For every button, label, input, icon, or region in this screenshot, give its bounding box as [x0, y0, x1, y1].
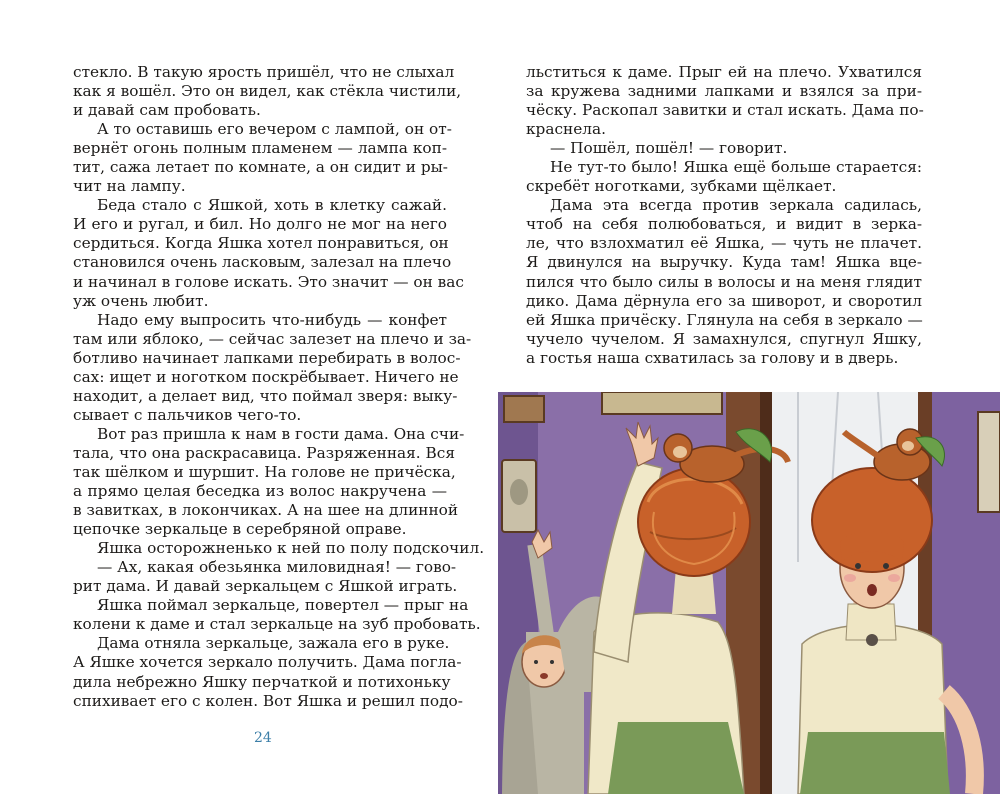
text-line: льститься к даме. Прыг ей на плечо. Ухватился [526, 63, 922, 81]
wall-frame [602, 392, 722, 414]
text-line: чит на лампу. [73, 177, 186, 196]
text-line: а прямо целая беседка из волос накручена — [73, 482, 447, 501]
text-line: спихивает его с колен. Вот Яшка и решил подо- [73, 691, 463, 710]
text-line: А Яшке хочется зеркало получить. Дама погла- [73, 653, 462, 672]
text-line: тала, что она раскрасавица. Разряженная. Вся [73, 443, 455, 462]
text-line: чтоб на себя полюбоваться, и видит в зерка- [526, 215, 922, 234]
text-line: И его и ругал, и бил. Но долго не мог на него [73, 215, 447, 234]
text-line: в завитках, в локончиках. А на шее на длинной [73, 501, 459, 520]
text-line: чёску. Раскопал завитки и стал искать. Дама по- [526, 101, 924, 120]
text-line: сердиться. Когда Яшка хотел понравиться, он [73, 234, 449, 253]
text-line: тит, сажа летает по комнате, а он сидит и ры- [73, 158, 448, 177]
wall-frame [504, 396, 544, 422]
text-line: уж очень любит. [73, 291, 209, 310]
text-line: дико. Дама дёрнула его за шиворот, и своротил [526, 291, 922, 310]
text-line: скребёт ноготками, зубками щёлкает. [526, 177, 837, 196]
text-line: Надо ему выпросить что-нибудь — конфет [97, 310, 447, 329]
text-line: колени к даме и стал зеркальце на зуб пробовать. [73, 615, 481, 634]
text-line: Яшка осторожненько к ней по полу подскочил. [97, 539, 485, 558]
text-line: сывает с пальчиков чего-то. [73, 405, 302, 424]
text-line: рит дама. И давай зеркальцем с Яшкой играть. [73, 577, 458, 596]
text-line: сах: ищет и ноготком поскрёбывает. Ничего не [73, 367, 459, 386]
text-line: Я двинулся на выручку. Куда там! Яшка вце- [526, 253, 922, 272]
text-line: А то оставишь его вечером с лампой, он от- [97, 120, 452, 139]
text-line: а гостья наша схватилась за голову и в дверь. [526, 348, 899, 367]
text-line: — Пошёл, пошёл! — говорит. [550, 139, 788, 158]
lady-hair [812, 468, 932, 572]
text-line: ей Яшка причёску. Глянула на себя в зеркало — [526, 310, 923, 329]
text-line: Дама эта всегда против зеркала садилась, [550, 196, 922, 215]
text-line: — Ах, какая обезьянка миловидная! — гово- [97, 558, 457, 577]
text-line: ле, что взлохматил её Яшка, — чуть не плачет. [526, 234, 922, 253]
text-line: так шёлком и шуршит. На голове не причёска, [73, 462, 456, 481]
text-line: Беда стало с Яшкой, хоть в клетку сажай. [97, 196, 447, 215]
text-line: как я вошёл. Это он видел, как стёкла чистили, [73, 82, 462, 101]
text-line: пился что было силы в волосы и на меня глядит [526, 272, 922, 291]
page-number: 24 [254, 730, 272, 746]
text-line: вернёт огонь полным пламенем — лампа коп- [73, 139, 447, 158]
text-line: Дама отняла зеркальце, зажала его в руке. [97, 634, 450, 653]
text-line: и начинал в голове искать. Это значит — он вас [73, 272, 464, 291]
text-line: цепочке зеркальце в серебряной оправе. [73, 520, 407, 539]
wall-frame [978, 412, 1000, 512]
text-line: за кружева задними лапками и взялся за при- [526, 82, 922, 101]
text-line: краснела. [526, 120, 606, 139]
text-line: дила небрежно Яшку перчаткой и потихоньку [73, 672, 451, 691]
text-line: чучело чучелом. Я замахнулся, спугнул Яшку, [526, 329, 922, 348]
right-page-text [526, 63, 922, 368]
text-line: там или яблоко, — сейчас залезет на плечо и за- [73, 329, 472, 348]
text-line: Не тут-то было! Яшка ещё больше старается: [550, 158, 922, 177]
left-page-text [73, 63, 485, 711]
text-line: находит, а делает вид, что поймал зверя: выку- [73, 386, 458, 405]
lady-hair [638, 468, 750, 576]
text-line: стекло. В такую ярость пришёл, что не слыхал [73, 63, 455, 81]
text-line: ботливо начинает лапками перебирать в волос- [73, 348, 461, 367]
text-line: Вот раз пришла к нам в гости дама. Она счи- [97, 424, 465, 443]
text-line: становился очень ласковым, залезал на плечо [73, 253, 452, 272]
text-line: Яшка поймал зеркальце, повертел — прыг на [97, 596, 469, 615]
story-illustration [498, 392, 1000, 794]
text-line: и давай сам пробовать. [73, 101, 261, 120]
